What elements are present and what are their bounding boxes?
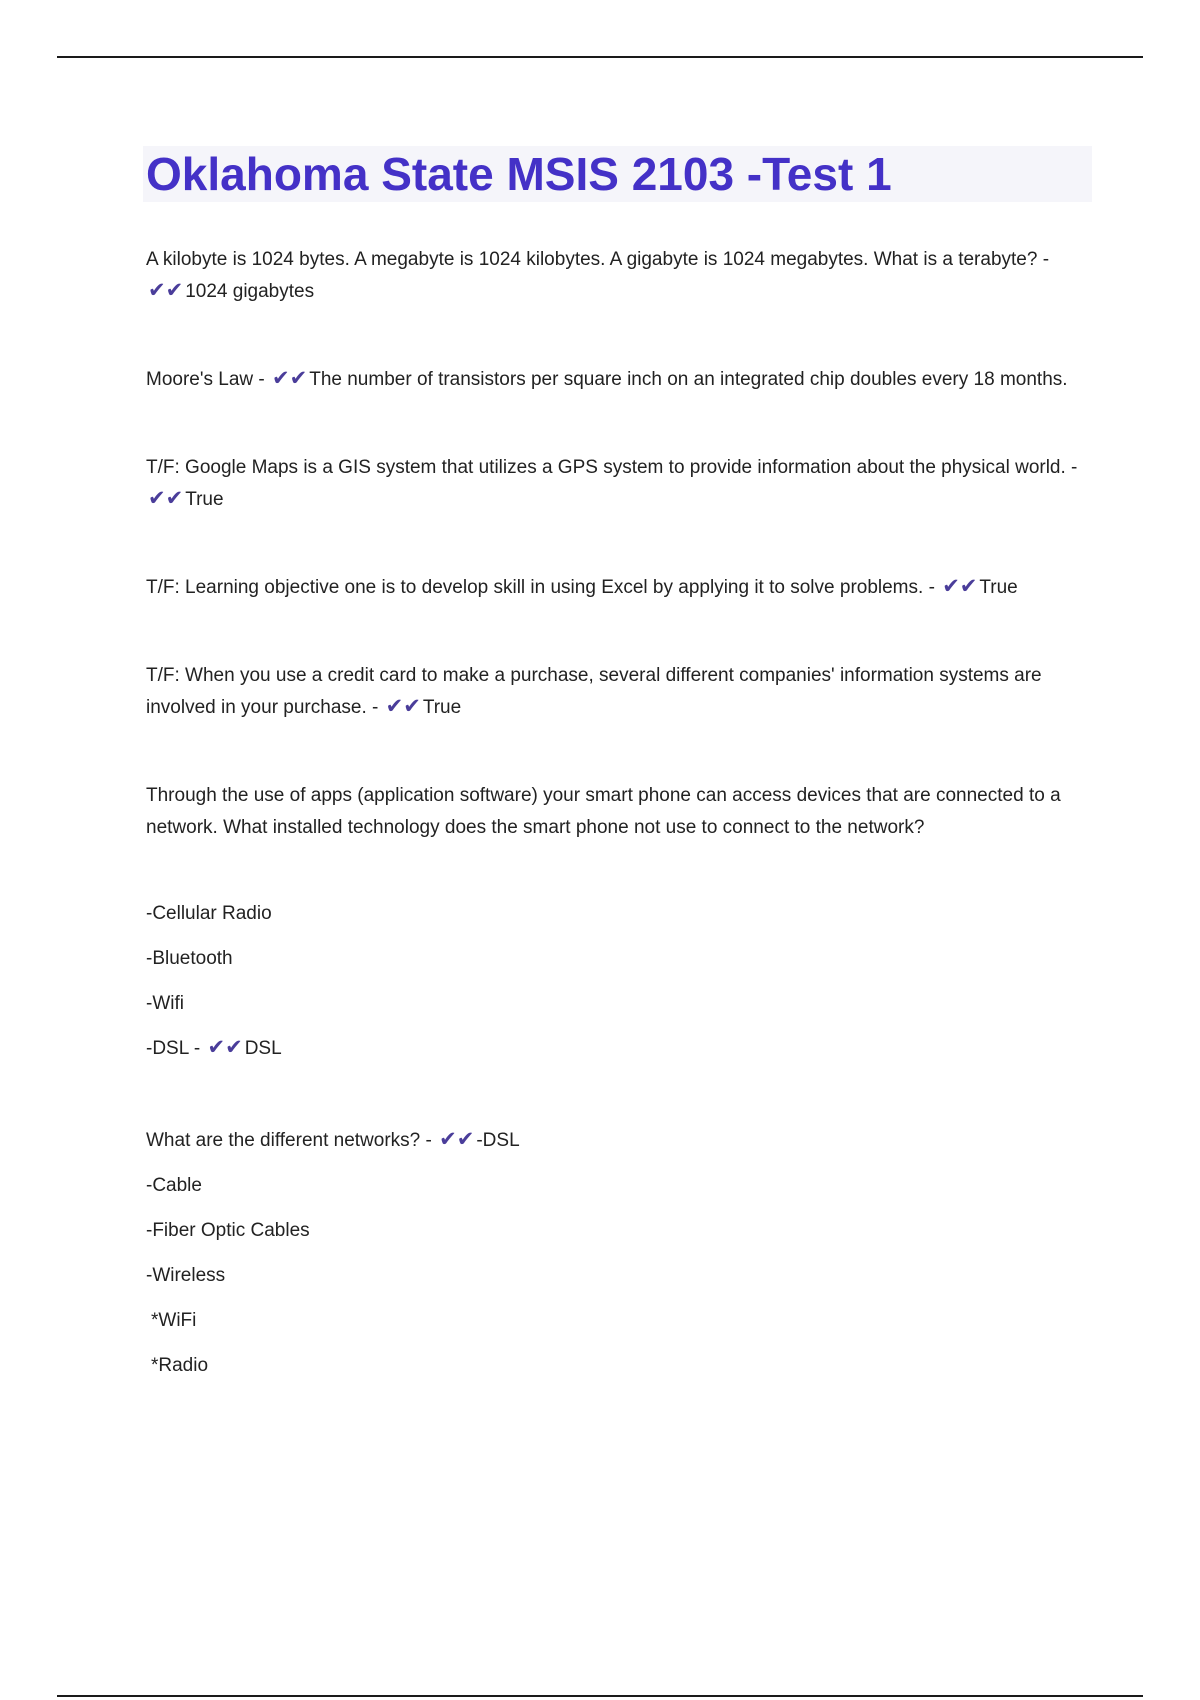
list-item: -Bluetooth <box>146 948 233 969</box>
qa-item <box>146 780 1092 1071</box>
question-text: What are the different networks? - <box>146 1130 432 1151</box>
qa-item <box>146 452 1092 516</box>
double-checkmark-icon: ✔✔ <box>942 574 978 598</box>
answer-text: 1024 gigabytes <box>185 281 315 302</box>
list-item <box>146 1026 1092 1071</box>
option-text: -DSL - <box>146 1038 201 1059</box>
answer-text: DSL <box>244 1038 282 1059</box>
qa-item <box>146 364 1092 396</box>
question-text: Moore's Law - <box>146 369 265 390</box>
question-text: Through the use of apps (application software) your smart phone can access devices that are connected to a network. What installed technology does the smart phone not use to connect to the network? <box>146 785 1061 838</box>
list-item: -Wireless <box>146 1265 226 1286</box>
option-list <box>146 891 1092 1071</box>
double-checkmark-icon: ✔✔ <box>439 1127 475 1151</box>
double-checkmark-icon: ✔✔ <box>385 694 421 718</box>
bottom-rule <box>57 1695 1143 1697</box>
qa-item <box>146 1118 1092 1388</box>
qa-item <box>146 660 1092 724</box>
question-line <box>146 1118 1092 1163</box>
answer-text: -DSL <box>476 1130 520 1151</box>
page-title: Oklahoma State MSIS 2103 -Test 1 <box>146 148 892 200</box>
list-item: -Cable <box>146 1175 202 1196</box>
list-item: -Cellular Radio <box>146 903 272 924</box>
answer-text: True <box>422 697 462 718</box>
document-body <box>146 244 1092 1388</box>
sub-list-item: *Radio <box>151 1355 209 1376</box>
answer-text: The number of transistors per square inch on an integrated chip doubles every 18 months. <box>309 369 1068 390</box>
question-text: T/F: Learning objective one is to develop skill in using Excel by applying it to solve problems. - <box>146 577 935 598</box>
question-text: T/F: When you use a credit card to make a purchase, several different companies' information systems are involved in your purchase. - <box>146 665 1042 718</box>
double-checkmark-icon: ✔✔ <box>148 486 184 510</box>
answer-text: True <box>979 577 1018 598</box>
qa-item <box>146 572 1092 604</box>
question-text: A kilobyte is 1024 bytes. A megabyte is 1024 kilobytes. A gigabyte is 1024 megabytes. What is a terabyte? - <box>146 249 1050 270</box>
double-checkmark-icon: ✔✔ <box>272 366 308 390</box>
sub-list-item: *WiFi <box>151 1310 197 1331</box>
list-item: -Fiber Optic Cables <box>146 1220 310 1241</box>
question-text: T/F: Google Maps is a GIS system that utilizes a GPS system to provide information about the physical world. - <box>146 457 1078 478</box>
top-rule <box>57 56 1143 58</box>
answer-text: True <box>185 489 224 510</box>
list-item: -Wifi <box>146 993 184 1014</box>
qa-item <box>146 244 1092 308</box>
double-checkmark-icon: ✔✔ <box>207 1035 243 1059</box>
double-checkmark-icon: ✔✔ <box>148 278 184 302</box>
